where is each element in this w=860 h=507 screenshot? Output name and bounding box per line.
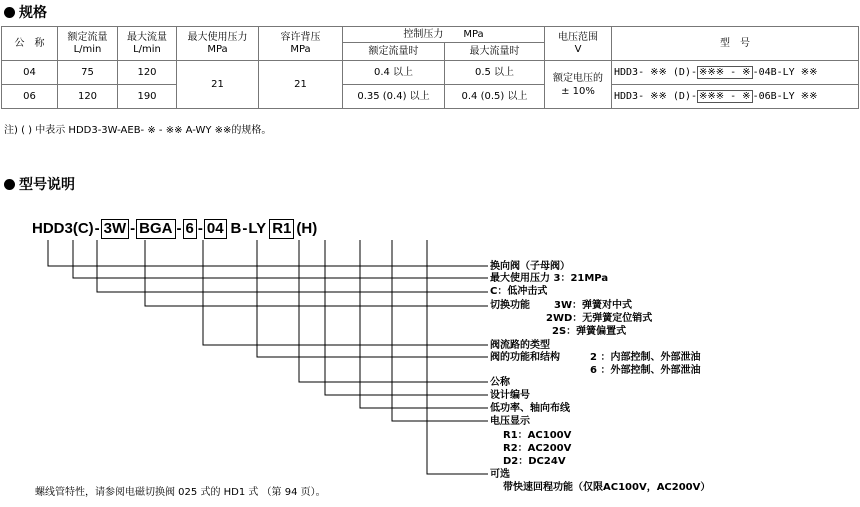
- desc-optional: 可选: [490, 469, 510, 480]
- header-cp-rated: 额定流量时: [343, 43, 445, 61]
- header-control-pressure: 控制压力 MPa: [343, 27, 545, 43]
- desc-v-r2: R2：AC200V: [503, 443, 572, 454]
- spec-note: 注) ( ) 中表示 HDD3-3W-AEB- ※ - ※※ A-WY ※※的规格。: [4, 125, 272, 136]
- leader-line: [73, 240, 488, 278]
- leader-line: [325, 240, 488, 395]
- desc-function-label: 阀的功能和结构: [490, 352, 560, 363]
- desc-lowpower: 低功率、轴向布线: [490, 403, 570, 414]
- table-row: 04 75 120 21 21 0.4 以上 0.5 以上 额定电压的 ± 10% HDD3- ※※ (D)- ※※※ - ※ -04B-LY ※※: [2, 61, 859, 85]
- header-max-pressure: 最大使用压力 MPa: [177, 27, 259, 61]
- desc-switch-label: 切换功能: [490, 300, 530, 311]
- desc-switch-2wd: 2WD：无弹簧定位销式: [546, 313, 653, 324]
- header-name: 公 称: [2, 27, 58, 61]
- desc-v-d2: D2：DC24V: [503, 456, 566, 467]
- leader-line: [392, 240, 488, 421]
- model-code: HDD3- ※※ (D)- ※※※ - ※ -04B-LY ※※: [612, 61, 859, 85]
- desc-nominal: 公称: [490, 377, 510, 388]
- desc-design: 设计编号: [490, 390, 530, 401]
- desc-switch-3w: 3W：弹簧对中式: [554, 300, 632, 311]
- code-flowpath: BGA: [136, 219, 175, 239]
- desc-pressure: 最大使用压力 3：21MPa: [490, 273, 609, 284]
- footnote: 螺线管特性，请参阅电磁切换阀 025 式的 HD1 式 （第 94 页）。: [35, 487, 326, 498]
- desc-optional-detail: 带快速回程功能（仅限AC100V，AC200V）: [503, 482, 711, 493]
- spec-section-title: 规格: [4, 2, 47, 22]
- code-ly: LY: [248, 220, 267, 237]
- header-voltage-range: 电压范围 V: [545, 27, 612, 61]
- shared-back-pressure: 21: [259, 61, 343, 109]
- header-rated-flow: 额定流量 L/min: [58, 27, 118, 61]
- model-code-breakdown: HDD3(C)- 3W - BGA - 6 - 04 B-LY R1 (H): [32, 220, 318, 237]
- code-nominal: 04: [204, 219, 227, 239]
- leader-line: [360, 240, 488, 408]
- code-voltage: R1: [269, 219, 294, 239]
- desc-switch-2s: 2S：弹簧偏置式: [552, 326, 627, 337]
- model-code: HDD3- ※※ (D)- ※※※ - ※ -06B-LY ※※: [612, 85, 859, 109]
- shared-voltage: 额定电压的 ± 10%: [545, 61, 612, 109]
- desc-voltage: 电压显示: [490, 416, 530, 427]
- model-section-title: 型号说明: [4, 174, 75, 194]
- desc-c: C：低冲击式: [490, 286, 548, 297]
- table-row: 06 120 190 0.35 (0.4) 以上 0.4 (0.5) 以上 HDD3- ※※ (D)- ※※※ - ※ -06B-LY ※※: [2, 85, 859, 109]
- leader-line: [299, 240, 488, 382]
- header-cp-max: 最大流量时: [445, 43, 545, 61]
- code-c: (C): [72, 220, 94, 237]
- desc-flowpath: 阀流路的类型: [490, 340, 550, 351]
- leader-line: [48, 240, 488, 266]
- code-switch: 3W: [101, 219, 130, 239]
- code-function: 6: [183, 219, 197, 239]
- code-design: B: [230, 220, 242, 237]
- desc-function-6: 6 ：外部控制、外部泄油: [590, 365, 701, 376]
- header-max-flow: 最大流量 L/min: [118, 27, 177, 61]
- desc-valve: 换向阀（子母阀）: [490, 261, 570, 272]
- leader-line: [145, 240, 488, 306]
- desc-function-2: 2 ：内部控制、外部泄油: [590, 352, 701, 363]
- code-option: (H): [296, 220, 318, 237]
- leader-line: [257, 240, 488, 357]
- header-model: 型 号: [612, 27, 859, 61]
- code-series: HDD3: [32, 220, 73, 237]
- header-back-pressure: 容许背压 MPa: [259, 27, 343, 61]
- shared-max-pressure: 21: [177, 61, 259, 109]
- desc-v-r1: R1：AC100V: [503, 430, 572, 441]
